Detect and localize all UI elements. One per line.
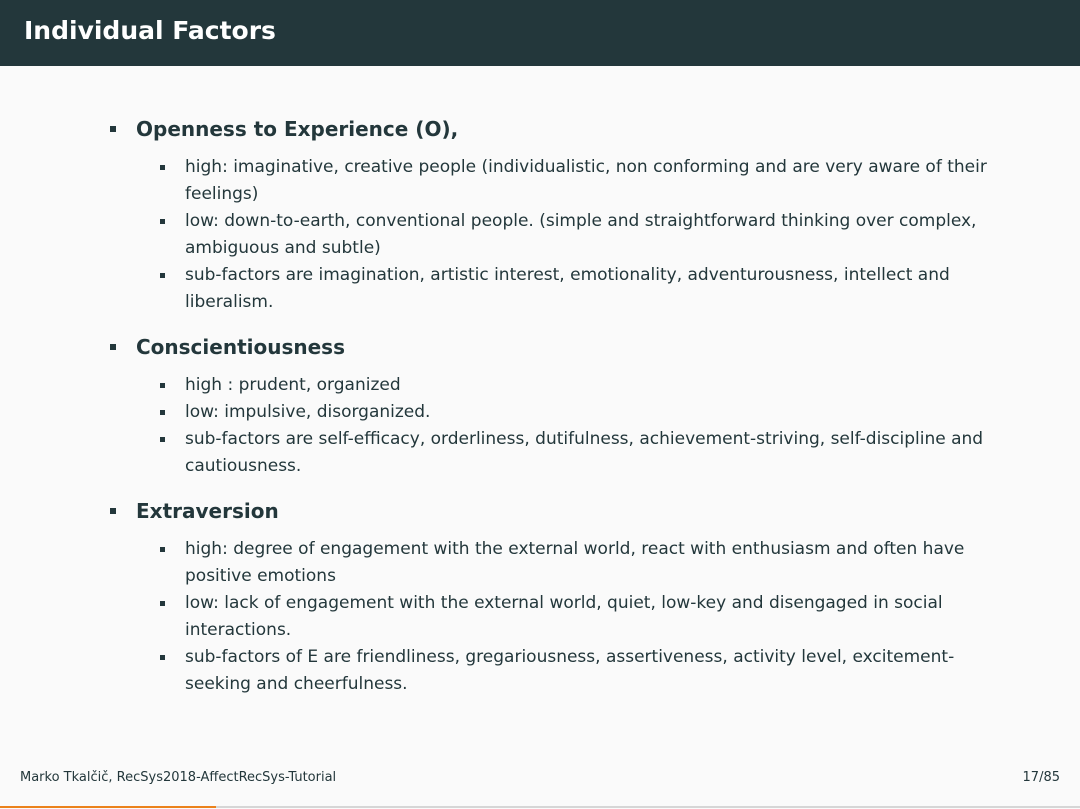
square-bullet-icon	[160, 219, 165, 224]
list-item	[108, 536, 1003, 590]
section-heading	[108, 114, 1008, 144]
list-item	[108, 372, 1003, 399]
square-bullet-icon	[160, 410, 165, 415]
list-item	[108, 399, 1003, 426]
section-openness	[108, 114, 1008, 316]
square-bullet-icon	[160, 655, 165, 660]
section-extraversion	[108, 496, 1008, 698]
slide-progress-bar	[0, 806, 1080, 808]
list-item	[108, 208, 1003, 262]
page-number: 17/85	[1022, 770, 1060, 785]
slide-title: Individual Factors	[24, 16, 276, 45]
list-item	[108, 262, 1003, 316]
list-item	[108, 154, 1003, 208]
list-item	[108, 644, 1003, 698]
sub-bullet-list	[108, 536, 1008, 698]
section-heading-text: Openness to Experience (O),	[136, 117, 459, 141]
list-item-text: sub-factors are imagination, artistic interest, emotionality, adventurousness, intellect and liberalism.	[185, 265, 950, 312]
square-bullet-icon	[110, 344, 116, 350]
square-bullet-icon	[160, 547, 165, 552]
list-item-text: high: imaginative, creative people (individualistic, non conforming and are very aware of their feelings)	[185, 157, 987, 204]
square-bullet-icon	[160, 383, 165, 388]
slide-content	[108, 114, 1008, 698]
list-item	[108, 590, 1003, 644]
list-item	[108, 426, 1003, 480]
list-item-text: low: impulsive, disorganized.	[185, 402, 431, 422]
list-item-text: low: down-to-earth, conventional people. (simple and straightforward thinking over complex, ambiguous and subtle)	[185, 211, 977, 258]
section-conscientiousness	[108, 332, 1008, 480]
square-bullet-icon	[110, 126, 116, 132]
section-heading	[108, 332, 1008, 362]
section-heading-text: Extraversion	[136, 499, 279, 523]
square-bullet-icon	[160, 601, 165, 606]
square-bullet-icon	[160, 437, 165, 442]
list-item-text: sub-factors are self-efficacy, orderliness, dutifulness, achievement-striving, self-discipline and cautiousness.	[185, 429, 984, 476]
title-bar	[0, 0, 1080, 66]
square-bullet-icon	[160, 165, 165, 170]
slide-progress-fill	[0, 806, 216, 808]
sub-bullet-list	[108, 154, 1008, 316]
section-heading-text: Conscientiousness	[136, 335, 345, 359]
sub-bullet-list	[108, 372, 1008, 480]
list-item-text: high : prudent, organized	[185, 375, 401, 395]
list-item-text: low: lack of engagement with the external world, quiet, low-key and disengaged in social interactions.	[185, 593, 943, 640]
list-item-text: high: degree of engagement with the external world, react with enthusiasm and often have positive emotions	[185, 539, 965, 586]
square-bullet-icon	[110, 508, 116, 514]
square-bullet-icon	[160, 273, 165, 278]
footer-author: Marko Tkalčič, RecSys2018-AffectRecSys-Tutorial	[20, 770, 337, 785]
section-heading	[108, 496, 1008, 526]
list-item-text: sub-factors of E are friendliness, gregariousness, assertiveness, activity level, excitement-seeking and cheerfulness.	[185, 647, 955, 694]
